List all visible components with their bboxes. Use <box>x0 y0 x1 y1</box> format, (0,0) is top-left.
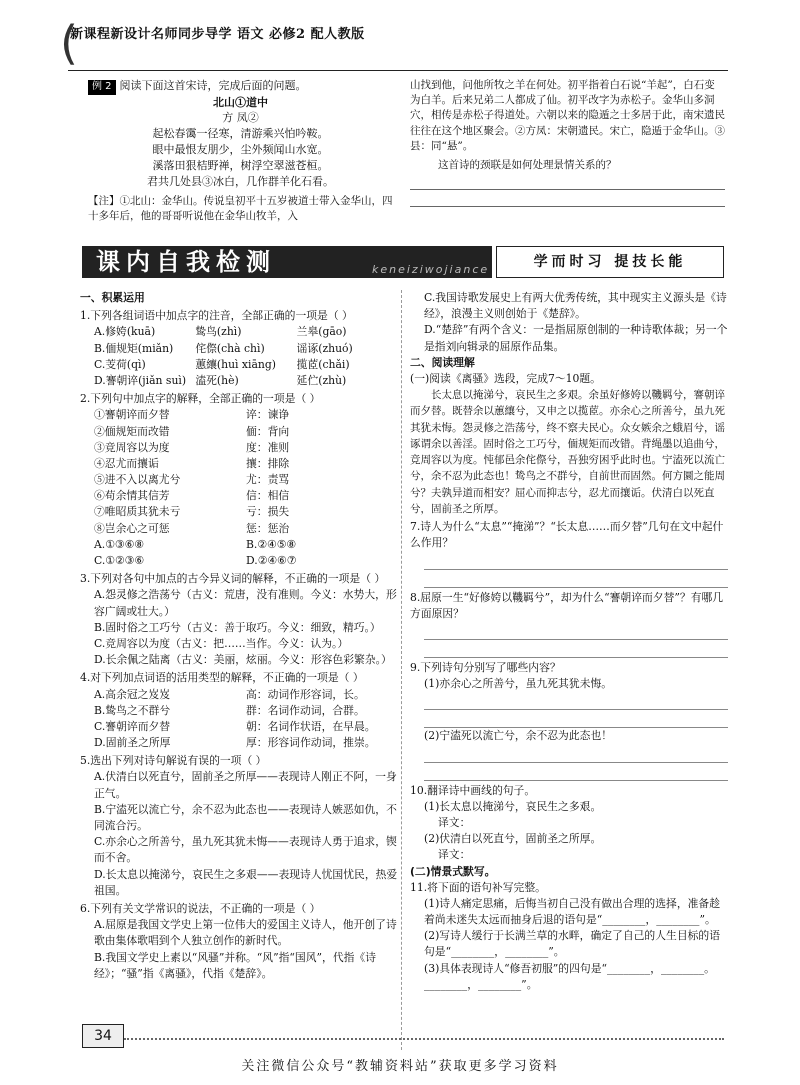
question-1: 1.下列各组词语中加点字的注音，全部正确的一项是（ ） <box>80 309 353 323</box>
question-4: 4.对下列加点词语的活用类型的解释，不正确的一项是（ ） <box>80 671 364 685</box>
option: D.长太息以掩涕兮，哀民生之多艰——表现诗人忧国忧民，热爱祖国。 <box>94 867 398 897</box>
section-banner <box>82 246 724 278</box>
option: 揽茝(chǎi) <box>296 357 350 371</box>
option: C.①②③⑥ <box>94 554 145 567</box>
option: 厚：形容词作动词，推崇。 <box>246 736 376 750</box>
page-number: 34 <box>82 1024 124 1048</box>
sub-question: (1)诗人痛定思痛，后悔当初自己没有做出合理的选择，准备趁着尚未迷失太远而抽身后退的语句是“________，________”。 <box>424 896 721 927</box>
answer-line[interactable] <box>424 555 728 570</box>
translation-label: 译文： <box>438 848 471 862</box>
option: C.亦余心之所善兮，虽九死其犹未悔——表现诗人勇于追求，锲而不舍。 <box>94 835 397 865</box>
banner-slogan: 学而时习 提技长能 <box>496 246 724 278</box>
option: D.固前圣之所厚 <box>94 736 171 750</box>
poem-line: 眼中最恨友朋少，尘外频闻山水宽。 <box>152 143 329 157</box>
option: D.“楚辞”有两个含义：一是指屈原创制的一种诗歌体裁；另一个是指刘向辑录的屈原作品集。 <box>424 323 728 353</box>
item: 尤：责骂 <box>246 473 290 487</box>
option: 延伫(zhù) <box>296 373 347 387</box>
item: 谇：谏诤 <box>246 408 290 422</box>
option: D.长余佩之陆离（古义：美丽，炫丽。今义：形容色彩繁杂。） <box>94 653 392 667</box>
question-5: 5.选出下列对诗句解说有误的一项（ ） <box>80 754 267 768</box>
poem-note-cont: 山找到他，问他所牧之羊在何处。初平指着白石说“羊起”，白石变为白羊。后来兄弟二人都成了仙。初平改字为赤松子。金华山多洞穴，相传是赤松子得道处。六朝以来的隐遁之士多居于此，南宋遗民往往在这个地区聚会。②方凤：宋朝遗民。宋亡，隐遁于金华山。③县：同“悬”。 <box>410 79 725 152</box>
sub-question: (2)宁溘死以流亡兮，余不忍为此态也！ <box>424 729 613 743</box>
answer-line[interactable] <box>410 190 725 207</box>
option: D.②④⑥⑦ <box>246 554 297 567</box>
question-2: 2.下列句中加点字的解释，全部正确的一项是（ ） <box>80 392 321 406</box>
running-header: 新课程新设计名师同步导学 语文 必修2 配人教版 <box>70 27 365 42</box>
question-7: 7.诗人为什么“太息”“掩涕”？“长太息……而夕替”几句在文中起什么作用？ <box>410 520 724 550</box>
option: C.芰荷(qì) <box>94 357 146 371</box>
option: 高：动词作形容词，长。 <box>246 687 365 701</box>
section-heading: 一、积累运用 <box>80 291 145 304</box>
header-brace-decoration: ( <box>60 16 78 70</box>
option: D.謇朝谇(jiǎn suì) <box>94 373 187 387</box>
example-tag: 例 2 <box>88 80 116 95</box>
answer-line[interactable] <box>424 573 728 588</box>
item: ②偭规矩而改错 <box>94 424 170 438</box>
option: 溘死(hè) <box>195 373 239 387</box>
poem-title: 北山①道中 <box>213 95 268 109</box>
question-3: 3.下列对各句中加点的古今异义词的解释，不正确的一项是（ ） <box>80 572 386 586</box>
translation-label: 译文： <box>438 815 471 829</box>
option: C.竞周容以为度（古义：把……当作。今义：认为。） <box>94 636 349 650</box>
poem-line: 起松春霭一径寒，清游乘兴怕吟鞍。 <box>152 127 329 141</box>
answer-line[interactable] <box>424 695 728 710</box>
option: 鸷鸟(zhì) <box>195 325 242 339</box>
item: ③竞周容以为度 <box>94 440 170 454</box>
question-10: 10.翻译诗中画线的句子。 <box>410 783 536 797</box>
option: B.鸷鸟之不群兮 <box>94 703 171 717</box>
option: B.宁溘死以流亡兮，余不忍为此态也——表现诗人嫉恶如仇，不同流合污。 <box>94 802 397 832</box>
option: B.固时俗之工巧兮（古义：善于取巧。今义：细致，精巧。） <box>94 620 381 634</box>
item: ⑤进不入以离尤兮 <box>94 473 181 487</box>
option: A.伏清白以死直兮，固前圣之所厚——表现诗人刚正不阿，一身正气。 <box>94 770 397 800</box>
item: ⑦唯昭质其犹未亏 <box>94 505 181 519</box>
item: 偭：背向 <box>246 424 290 438</box>
sub-question: (2)伏清白以死直兮，固前圣之所厚。 <box>424 832 602 846</box>
question-11: 11.将下面的语句补写完整。 <box>410 880 546 894</box>
sub-question: (1)长太息以掩涕兮，哀民生之多艰。 <box>424 799 602 813</box>
option: A.高余冠之岌岌 <box>94 687 171 701</box>
sub-question: (2)写诗人缓行于长满兰草的水畔，确定了自己的人生目标的语句是“________，________”。 <box>424 929 721 959</box>
example-prompt: 阅读下面这首宋诗，完成后面的问题。 <box>119 79 307 92</box>
option: A.怨灵修之浩荡兮（古义：荒唐，没有准则。今义：水势大，形容广阔或壮大。） <box>94 588 397 618</box>
q1-options <box>80 324 398 389</box>
page-number-bar <box>124 1038 724 1040</box>
answer-line[interactable] <box>424 748 728 763</box>
header-rule <box>68 70 728 71</box>
sub-question: (1)亦余心之所善兮，虽九死其犹未悔。 <box>424 677 613 691</box>
item: ①謇朝谇而夕替 <box>94 408 170 422</box>
left-column <box>80 290 398 982</box>
option: B.我国文学史上素以“风骚”并称。“风”指“国风”，代指《诗经》；“骚”指《离骚》，代指《楚辞》。 <box>94 950 377 980</box>
item: ⑥苟余情其信芳 <box>94 489 170 503</box>
item: 度：准则 <box>246 440 290 454</box>
item: ④忍尤而攘诟 <box>94 456 159 470</box>
section-heading: (二)情景式默写。 <box>410 864 496 878</box>
column-divider <box>401 290 402 1050</box>
item: 亏：损失 <box>246 505 290 519</box>
reading-passage: 长太息以掩涕兮，哀民生之多艰。余虽好修姱以鞿羁兮，謇朝谇而夕替。既替余以蕙纕兮，又申之以揽茝。亦余心之所善兮，虽九死其犹未悔。怨灵修之浩荡兮，终不察夫民心。众女嫉余之蛾眉兮，谣诼谓余以善淫。固时俗之工巧兮，偭规矩而改错。背绳墨以追曲兮，竞周容以为度。忳郁邑余侘傺兮，吾独穷困乎此时也。宁溘死以流亡兮，余不忍为此态也！鸷鸟之不群兮，自前世而固然。何方圜之能周兮？夫孰异道而相安？屈心而抑志兮，忍尤而攘诟。伏清白以死直兮，固前圣之所厚。 <box>410 389 725 515</box>
poem-note: 【注】①北山：金华山。传说皇初平十五岁被道士带入金华山，四十多年后，他的哥哥听说他在金华山牧羊，入 <box>88 195 393 223</box>
answer-line[interactable] <box>424 713 728 728</box>
question-9: 9.下列诗句分别写了哪些内容？ <box>410 661 561 674</box>
option: A.①③⑥⑧ <box>94 537 144 551</box>
option: B.②④⑤⑧ <box>246 537 297 551</box>
option: 朝：名词作状语，在早晨。 <box>246 719 376 733</box>
question-6: 6.下列有关文学常识的说法，不正确的一项是（ ） <box>80 901 321 915</box>
item: 惩：惩治 <box>246 521 290 535</box>
question-8: 8.屈原一生“好修姱以鞿羁兮”，却为什么“謇朝谇而夕替”？有哪几方面原因？ <box>410 590 724 620</box>
banner-pinyin: keneiziwojiance <box>372 263 490 276</box>
item: 信：相信 <box>246 489 290 503</box>
banner-title: 课内自我检测 keneiziwojiance <box>82 246 492 278</box>
answer-line[interactable] <box>424 625 728 640</box>
option: B.偭规矩(miǎn) <box>94 341 174 355</box>
example-question: 这首诗的颈联是如何处理景情关系的？ <box>438 159 617 172</box>
option: 兰皋(gāo) <box>296 325 347 339</box>
answer-line[interactable] <box>410 173 725 190</box>
poem-line: 君共几处县③冰白，几作群羊化石看。 <box>147 175 334 189</box>
q2-items <box>80 407 398 569</box>
example-note-continued <box>410 78 725 207</box>
option: 群：名词作动词，合群。 <box>246 703 365 717</box>
poem-author: 方 凤② <box>222 111 259 125</box>
item: ⑧岂余心之可惩 <box>94 521 170 535</box>
option: 谣诼(zhuó) <box>296 341 353 355</box>
poem-line: 溪落田狠桔野禅，树浮空翠滋苍桓。 <box>152 159 329 173</box>
option: 侘傺(chà chì) <box>195 341 265 355</box>
answer-line[interactable] <box>424 766 728 781</box>
option: 蕙纕(huì xiāng) <box>195 357 276 371</box>
section-heading: 二、阅读理解 <box>410 355 475 369</box>
option: C.謇朝谇而夕替 <box>94 719 171 733</box>
option: A.修姱(kuā) <box>94 325 156 339</box>
sub-question: (3)具体表现诗人“修吾初服”的四句是“________，________。________，________”。 <box>424 961 715 991</box>
example-block <box>88 78 393 225</box>
right-column <box>410 290 728 993</box>
footer-notice: 关注微信公众号“教辅资料站”获取更多学习资料 <box>241 1059 559 1074</box>
answer-line[interactable] <box>424 643 728 658</box>
poem <box>88 95 393 191</box>
option: A.屈原是我国文学史上第一位伟大的爱国主义诗人，他开创了诗歌由集体歌唱到个人独立创作的新时代。 <box>94 918 397 948</box>
q4-options <box>80 687 398 752</box>
reading-intro: (一)阅读《离骚》选段，完成7～10题。 <box>410 371 601 385</box>
item: 攘：排除 <box>246 456 290 470</box>
option: C.我国诗歌发展史上有两大优秀传统，其中现实主义源头是《诗经》，浪漫主义则创始于《楚辞》。 <box>424 291 727 321</box>
